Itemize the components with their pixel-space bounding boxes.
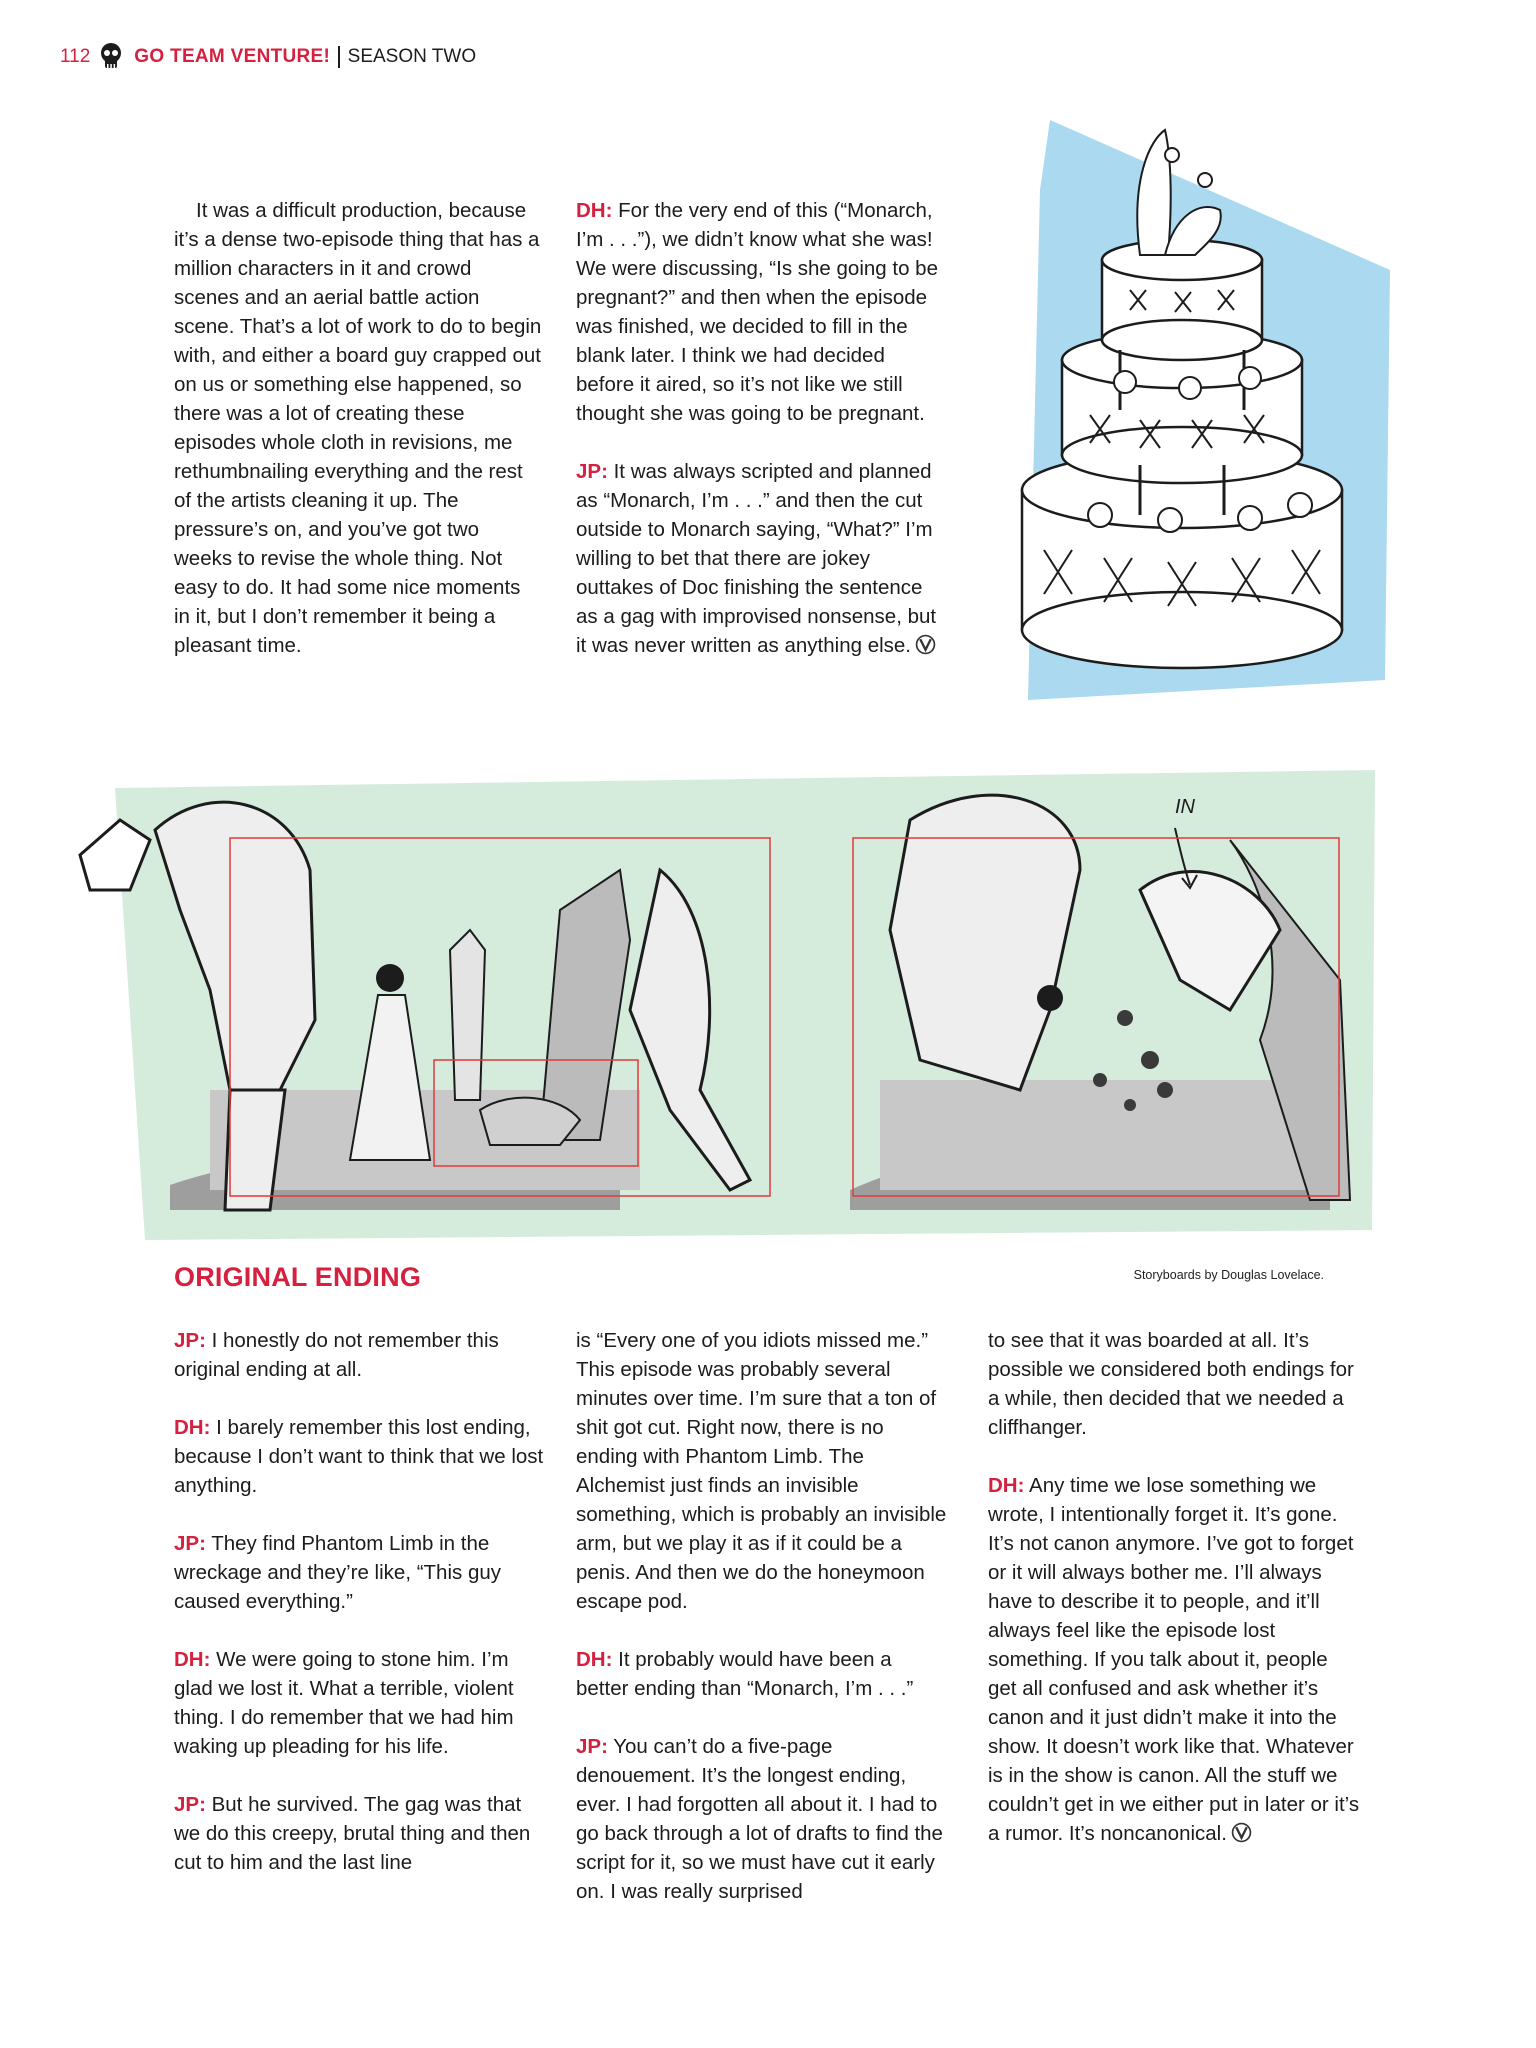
entry-text: You can’t do a five-page denouement. It’s the longest ending, ever. I had forgotten all about it. I had to go back through a lot of drafts to find the script for it, so we must have cut it early on. I was really surprised: [576, 1735, 943, 1903]
entry-text: I barely remember this lost ending, because I don’t want to think that we lost anything.: [174, 1416, 544, 1497]
entry-text: We were going to stone him. I’m glad we lost it. What a terrible, violent thing. I do remember that we had him waking up pleading for his life.: [174, 1648, 514, 1758]
bottom-column-3: [988, 1326, 1360, 1877]
interview-entry: [174, 1413, 546, 1500]
interview-entry: [576, 457, 948, 660]
storyboard-credit: Storyboards by Douglas Lovelace.: [1133, 1268, 1324, 1282]
entry-text: It was always scripted and planned as “Monarch, I’m . . .” and then the cut outside to Monarch saying, “What?” I’m willing to bet that there are jokey outtakes of Doc finishing the sentence as a gag with improvised nonsense, but it was never written as anything else.: [576, 460, 937, 657]
entry-text: is “Every one of you idiots missed me.” This episode was probably several minutes over time. I’m sure that a ton of shit got cut. Right now, there is no ending with Phantom Limb. The Alchemist just finds an invisible something, which is probably an invisible arm, but we play it as if it could be a penis. And then we do the honeymoon escape pod.: [576, 1329, 947, 1613]
speaker-label: DH:: [576, 1648, 613, 1671]
interview-entry: [576, 1326, 948, 1616]
entry-text: to see that it was boarded at all. It’s possible we considered both endings for a while, then decided that we needed a cliffhanger.: [988, 1329, 1354, 1439]
interview-entry: [576, 1732, 948, 1906]
header-divider: [338, 46, 340, 68]
wedding-cake-illustration: [1000, 120, 1390, 720]
speaker-label: JP:: [576, 1735, 608, 1758]
page-number: 112: [60, 46, 91, 67]
season-label: SEASON TWO: [347, 46, 477, 67]
interview-entry: [174, 1790, 546, 1877]
interview-entry: [174, 1645, 546, 1761]
intro-column: [174, 196, 542, 689]
skull-icon: [98, 42, 124, 72]
top-interview-column: [576, 196, 948, 689]
speaker-label: DH:: [988, 1474, 1025, 1497]
interview-entry: [988, 1326, 1360, 1442]
entry-text: I honestly do not remember this original ending at all.: [174, 1329, 499, 1381]
venture-v-icon: [1231, 1822, 1252, 1843]
venture-v-icon: [915, 634, 936, 655]
speaker-label: DH:: [174, 1648, 211, 1671]
bottom-column-2: [576, 1326, 948, 1935]
interview-entry: [576, 196, 948, 428]
interview-entry: [576, 1645, 948, 1703]
speaker-label: DH:: [174, 1416, 211, 1439]
storyboard-illustration: [60, 760, 1380, 1240]
bottom-column-1: [174, 1326, 546, 1906]
series-title: GO TEAM VENTURE!: [134, 46, 331, 67]
entry-text: But he survived. The gag was that we do this creepy, brutal thing and then cut to him and the last line: [174, 1793, 531, 1874]
entry-text: They find Phantom Limb in the wreckage and they’re like, “This guy caused everything.”: [174, 1532, 502, 1613]
interview-entry: [988, 1471, 1360, 1848]
speaker-label: JP:: [174, 1793, 206, 1816]
speaker-label: JP:: [576, 460, 608, 483]
entry-text: For the very end of this (“Monarch, I’m . . .”), we didn’t know what she was! We were discussing, “Is she going to be pregnant?” and then when the episode was finished, we decided to fill in the blank later. I think we had decided before it aired, so it’s not like we still thought she was going to be pregnant.: [576, 199, 938, 425]
intro-paragraph: It was a difficult production, because it’s a dense two-episode thing that has a million characters in it and crowd scenes and an aerial battle action scene. That’s a lot of work to do to begin with, and either a board guy crapped out on us or something else happened, so there was a lot of creating these episodes whole cloth in revisions, me rethumbnailing everything and the rest of the artists cleaning it up. The pressure’s on, and you’ve got two weeks to revise the whole thing. Not easy to do. It had some nice moments in it, but I don’t remember it being a pleasant time.: [174, 199, 542, 657]
interview-entry: [174, 1529, 546, 1616]
speaker-label: DH:: [576, 199, 613, 222]
entry-text: It probably would have been a better ending than “Monarch, I’m . . .”: [576, 1648, 914, 1700]
entry-text: Any time we lose something we wrote, I intentionally forget it. It’s gone. It’s not canon anymore. I’ve got to forget or it will always bother me. I’ll always have to describe it to people, and it’ll always feel like the episode lost something. If you talk about it, people get all confused and ask whether it’s canon and it just didn’t make it into the show. It doesn’t work like that. Whatever is in the show is canon. All the stuff we couldn’t get in we either put in later or it’s a rumor. It’s noncanonical.: [988, 1474, 1360, 1845]
section-title: ORIGINAL ENDING: [174, 1262, 422, 1292]
speaker-label: JP:: [174, 1532, 206, 1555]
running-header: [60, 42, 476, 72]
speaker-label: JP:: [174, 1329, 206, 1352]
storyboard-annotation: IN: [1175, 796, 1195, 818]
interview-entry: [174, 1326, 546, 1384]
